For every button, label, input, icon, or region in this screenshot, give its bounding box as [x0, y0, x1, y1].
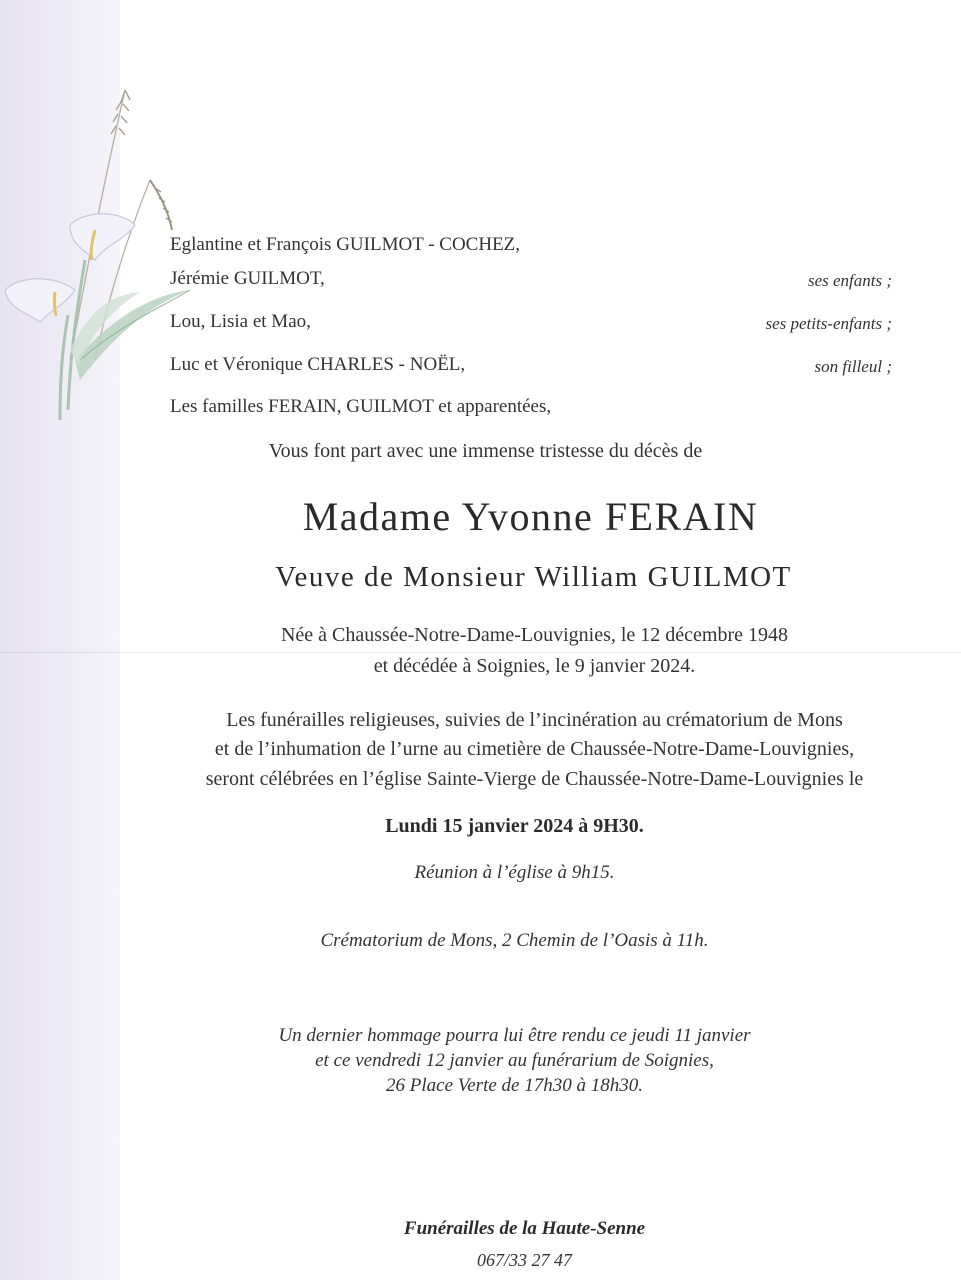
paper-fold-line [0, 652, 961, 653]
crematorium-info: Crématorium de Mons, 2 Chemin de l’Oasis à 11h. [320, 930, 709, 951]
family-line-3: Lou, Lisia et Mao, [170, 311, 311, 332]
homage-line-2: et ce vendredi 12 janvier au funérarium de Soignies, [315, 1050, 714, 1071]
death-info: et décédée à Soignies, le 9 janvier 2024. [373, 655, 696, 677]
funeral-text-line-1: Les funérailles religieuses, suivies de l’incinération au crématorium de Mons [226, 709, 843, 731]
relation-label-children: ses enfants ; [807, 271, 892, 290]
funeral-date: Lundi 15 janvier 2024 à 9H30. [385, 815, 644, 837]
funeral-text-line-3: seront célébrées en l’église Sainte-Vierge de Chaussée-Notre-Dame-Louvignies le [205, 768, 864, 790]
funeral-text-line-2: et de l’inhumation de l’urne au cimetière de Chaussée-Notre-Dame-Louvignies, [214, 738, 855, 760]
announcement-intro: Vous font part avec une immense tristesse du décès de [268, 440, 703, 462]
widow-of: Veuve de Monsieur William GUILMOT [275, 561, 792, 593]
homage-line-1: Un dernier hommage pourra lui être rendu ce jeudi 11 janvier [278, 1025, 751, 1046]
birth-info: Née à Chaussée-Notre-Dame-Louvignies, le 12 décembre 1948 [280, 624, 789, 646]
church-meeting-time: Réunion à l’église à 9h15. [414, 862, 615, 883]
funeral-home-phone: 067/33 27 47 [476, 1250, 572, 1270]
relation-label-godson: son filleul ; [814, 357, 892, 376]
deceased-name: Madame Yvonne FERAIN [302, 494, 759, 539]
family-line-1: Eglantine et François GUILMOT - COCHEZ, [170, 234, 521, 255]
homage-line-3: 26 Place Verte de 17h30 à 18h30. [386, 1075, 643, 1096]
relation-label-grandchildren: ses petits-enfants ; [765, 314, 892, 333]
family-line-2: Jérémie GUILMOT, [170, 268, 325, 289]
family-line-5: Les familles FERAIN, GUILMOT et apparentées, [170, 396, 552, 417]
funeral-home-name: Funérailles de la Haute-Senne [403, 1218, 646, 1239]
family-line-4: Luc et Véronique CHARLES - NOËL, [170, 354, 466, 375]
